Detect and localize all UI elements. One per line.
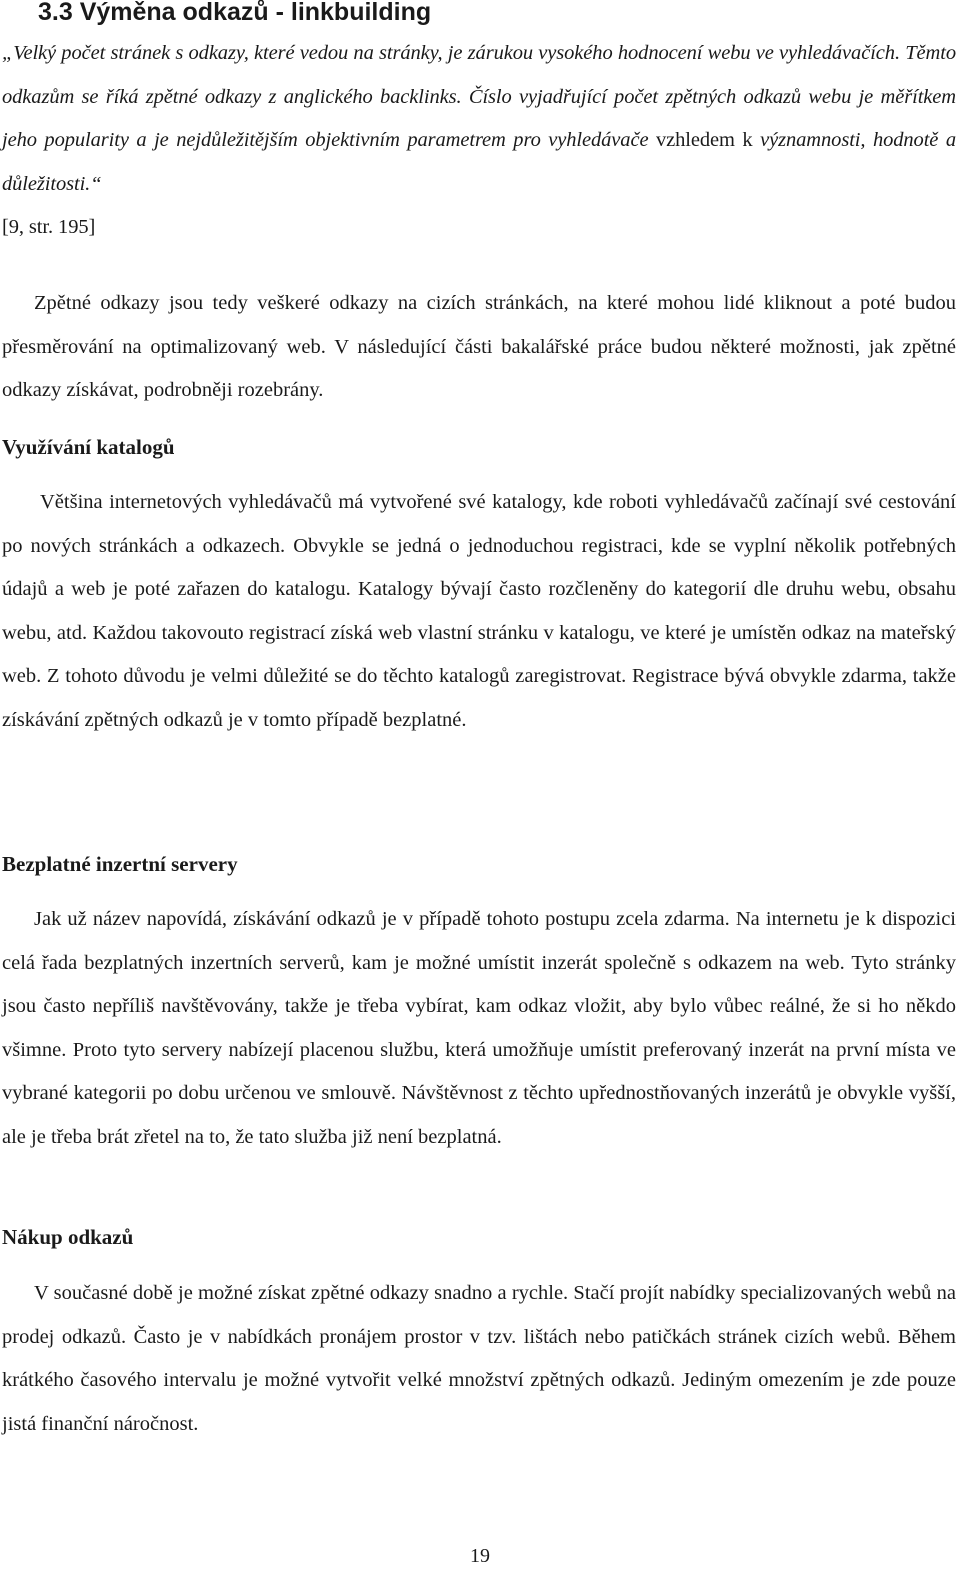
page-number: 19 <box>470 1545 490 1567</box>
heading-buying: Nákup odkazů <box>2 1225 134 1249</box>
catalogs-paragraph: Většina internetových vyhledávačů má vytvořené své katalogy, kde roboti vyhledávačů začínají své cestování po nových stránkách a odkazech. Obvykle se jedná o jednoduchou registraci, kde se vyplní několik potřebných údajů a web je poté zařazen do katalogu. Katalogy bývají často rozčleněny do kategorií dle druhu webu, obsahu webu, atd. Každou takovouto registrací získá web vlastní stránku v katalogu, ve které je umístěn odkaz na mateřský web. Z tohoto důvodu je velmi důležité se do těchto katalogů zaregistrovat. Registrace bývá obvykle zdarma, takže získávání zpětných odkazů je v tomto případě bezplatné. <box>2 491 956 731</box>
quote-text-part2: významnosti, hodnotě a důležitosti.“ <box>2 129 956 195</box>
section-title: 3.3 Výměna odkazů - linkbuilding <box>38 0 432 26</box>
heading-servers: Bezplatné inzertní servery <box>2 852 238 876</box>
intro-paragraph: Zpětné odkazy jsou tedy veškeré odkazy na cizích stránkách, na které mohou lidé kliknout a poté budou přesměrování na optimalizovaný web. V následující části bakalářské práce budou některé možnosti, jak zpětné odkazy získávat, podrobněji rozebrány. <box>2 292 956 402</box>
servers-paragraph: Jak už název napovídá, získávání odkazů je v případě tohoto postupu zcela zdarma. Na internetu je k dispozici celá řada bezplatných inzertních serverů, kam je možné umístit inzerát společně s odkazem na web. Tyto stránky jsou často nepříliš navštěvovány, takže je třeba vybírat, kam odkaz vložit, aby bylo vůbec reálné, že si ho někdo všimne. Proto tyto servery nabízejí placenou službu, která umožňuje umístit preferovaný inzerát na první místa ve vybrané kategorii po dobu určenou ve smlouvě. Návštěvnost z těchto upřednostňovaných inzerátů je obvykle vyšší, ale je třeba brát zřetel na to, že tato služba již není bezplatná. <box>2 908 956 1148</box>
quote-paragraph <box>2 32 956 250</box>
quote-text-upright: vzhledem k <box>656 129 753 152</box>
heading-catalogs: Využívání katalogů <box>2 435 175 459</box>
buying-paragraph: V současné době je možné získat zpětné odkazy snadno a rychle. Stačí projít nabídky specializovaných webů na prodej odkazů. Často je v nabídkách pronájem prostor v tzv. lištách nebo patičkách stránek cizích webů. Během krátkého časového intervalu je možné vytvořit velké množství zpětných odkazů. Jediným omezením je zde pouze jistá finanční náročnost. <box>2 1282 956 1435</box>
quote-text-part1: „Velký počet stránek s odkazy, které vedou na stránky, je zárukou vysokého hodnocení webu ve vyhledávačích. Těmto odkazům se říká zpětné odkazy z anglického backlinks. Číslo vyjadřující počet zpětných odkazů webu je měřítkem jeho popularity a je nejdůležitějším objektivním parametrem pro vyhledávače <box>2 42 956 152</box>
quote-citation: [9, str. 195] <box>2 216 96 239</box>
